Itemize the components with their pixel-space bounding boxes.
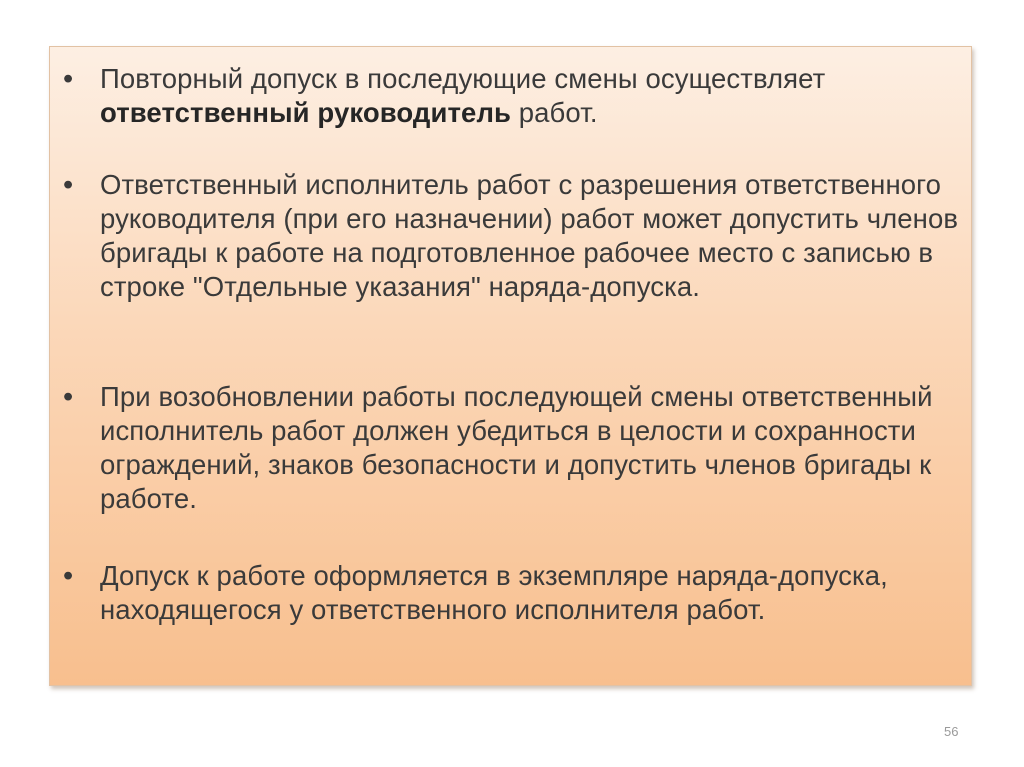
bullet-marker: • [63, 381, 74, 413]
bullet-text: Ответственный исполнитель работ с разрешения ответственного руководителя (при его назначении) работ может допустить членов бригады к работе на подготовленное рабочее место с записью в строке "Отдельные указания" наряда-допуска. [100, 169, 959, 302]
bullet-text-tail: работ. [511, 97, 598, 128]
bullet-marker: • [63, 63, 74, 95]
bullet-text [100, 62, 960, 130]
bullet-text-lead: Повторный допуск в последующие смены осуществляет [100, 63, 826, 94]
bullet-text: При возобновлении работы последующей смены ответственный исполнитель работ должен убедиться в целости и сохранности ограждений, знаков безопасности и допустить членов бригады к работе. [100, 381, 933, 514]
content-box [49, 46, 972, 686]
bullet-marker: • [63, 560, 74, 592]
page-number: 56 [944, 724, 959, 739]
bullet-marker: • [63, 169, 74, 201]
bullet-text-emphasis: ответственный руководитель [100, 97, 512, 128]
bullet-text: Допуск к работе оформляется в экземпляре наряда-допуска, находящегося у ответственного исполнителя работ. [100, 560, 888, 625]
